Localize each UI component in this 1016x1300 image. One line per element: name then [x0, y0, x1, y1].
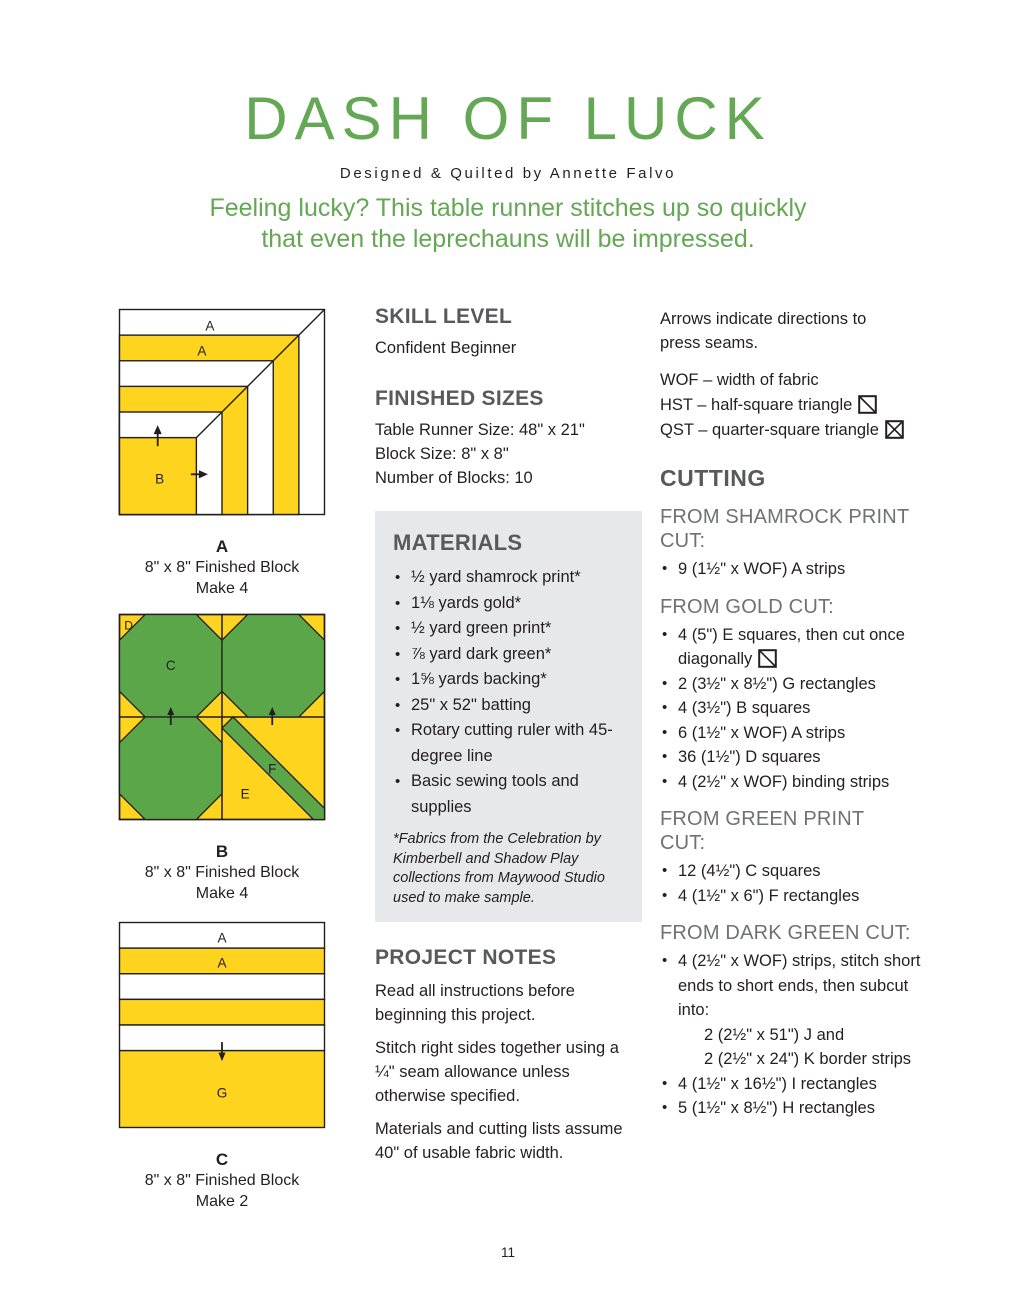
block-c-caption [118, 1149, 326, 1212]
materials-item: • Rotary cutting ruler with 45-degree line [393, 718, 626, 769]
tagline-line2: that even the leprechauns will be impressed. [261, 225, 755, 253]
arrows-note: Arrows indicate directions to press seams. [660, 310, 867, 352]
page-number: 11 [500, 1245, 515, 1260]
cutting-item: • 9 (1½" x WOF) A strips [660, 557, 928, 582]
cutting-item: • 6 (1½" x WOF) A strips [660, 721, 928, 746]
materials-box [375, 511, 642, 922]
block-c-label-strip1: A [217, 930, 227, 946]
page-title: DASH OF LUCK [244, 85, 772, 152]
materials-item: • ½ yard green print* [393, 616, 626, 642]
block-a-strips [120, 310, 325, 515]
project-note: Stitch right sides together using a ¼" seam allowance unless otherwise specified. [375, 1039, 619, 1105]
block-c-caption-make: Make 2 [195, 1193, 249, 1210]
materials-footnote: *Fabrics from the Celebration by Kimberbell and Shadow Play collections from Maywood Studio used to make sample. [393, 831, 605, 906]
block-c-caption-letter: C [215, 1150, 229, 1169]
cutting-item: • 2 (3½" x 8½") G rectangles [660, 672, 928, 697]
hst-definition: HST – half-square triangle [660, 396, 853, 414]
block-b-diagram [118, 613, 326, 821]
block-a-caption-size: 8" x 8" Finished Block [144, 559, 300, 576]
project-note: Read all instructions before beginning this project. [375, 982, 575, 1024]
finished-size-line: Number of Blocks: 10 [375, 469, 533, 487]
cutting-item: • 36 (1½") D squares [660, 745, 928, 770]
block-a-caption-make: Make 4 [195, 580, 249, 597]
block-b-label-corner: D [124, 618, 133, 633]
block-c-diagram [118, 921, 326, 1129]
cutting-item: • 4 (1½" x 6") F rectangles [660, 884, 928, 909]
block-a-caption [118, 536, 326, 599]
block-c-figure [118, 921, 326, 1212]
materials-item: • ½ yard shamrock print* [393, 565, 626, 591]
cutting-item: • 4 (2½" x WOF) binding strips [660, 770, 928, 795]
block-b-label-background: E [240, 786, 250, 802]
materials-heading: MATERIALS [393, 530, 523, 555]
cutting-item: • 4 (2½" x WOF) strips, stitch short ends to short ends, then subcut into: [660, 949, 928, 1023]
cutting-section-shamrock [660, 505, 956, 582]
qst-icon [885, 420, 904, 439]
cutting-subitem: 2 (2½" x 24") K border strips [704, 1050, 912, 1068]
block-b-figure [118, 613, 326, 904]
block-b-caption-make: Make 4 [195, 885, 249, 902]
cutting-section-dark-green [660, 921, 956, 1121]
block-c-caption-size: 8" x 8" Finished Block [144, 1172, 300, 1189]
cutting-subheading: FROM DARK GREEN CUT: [660, 922, 911, 944]
skill-level-value: Confident Beginner [375, 339, 517, 357]
block-b-label-leaf: C [165, 657, 176, 673]
block-b-label-stem: F [268, 761, 277, 777]
cutting-subheading: FROM GREEN PRINT CUT: [660, 808, 864, 854]
legend-row-hst [660, 393, 956, 418]
abbreviation-legend [660, 368, 956, 443]
cutting-item: • 4 (1½" x 16½") I rectangles [660, 1072, 928, 1097]
block-a-figure [118, 308, 326, 599]
cutting-item-text: 4 (5") E squares, then cut once diagonally [678, 625, 905, 668]
project-note: Materials and cutting lists assume 40" of usable fabric width. [375, 1120, 623, 1162]
materials-item: • 1⅛ yards gold* [393, 591, 626, 617]
cutting-heading: CUTTING [660, 465, 766, 491]
byline: Designed & Quilted by Annette Falvo [339, 165, 677, 182]
cutting-section-green-print [660, 807, 956, 908]
qst-definition: QST – quarter-square triangle [660, 421, 879, 439]
cutting-item: • 4 (3½") B squares [660, 696, 928, 721]
materials-list [393, 565, 626, 820]
block-b-caption-size: 8" x 8" Finished Block [144, 864, 300, 881]
tagline [0, 193, 1016, 255]
project-notes-heading: PROJECT NOTES [375, 946, 557, 969]
block-b-caption-letter: B [215, 842, 229, 861]
block-c-label-bottom: G [216, 1085, 228, 1101]
materials-item: • 1⅝ yards backing* [393, 667, 626, 693]
block-a-label-strip1: A [205, 318, 215, 334]
block-b-caption [118, 841, 326, 904]
materials-item: • ⅞ yard dark green* [393, 642, 626, 668]
materials-item: • Basic sewing tools and supplies [393, 769, 626, 820]
finished-sizes-list [375, 418, 642, 490]
block-a-label-strip2: A [197, 343, 207, 359]
finished-sizes-heading: FINISHED SIZES [375, 387, 544, 410]
block-c-label-strip2: A [217, 955, 227, 971]
right-column [660, 307, 956, 1121]
finished-size-line: Table Runner Size: 48" x 21" [375, 421, 585, 439]
hst-icon [758, 649, 777, 668]
cutting-subheading: FROM GOLD CUT: [660, 595, 834, 618]
skill-level-heading: SKILL LEVEL [375, 305, 513, 328]
cutting-subheading: FROM SHAMROCK PRINT CUT: [660, 506, 909, 552]
block-a-caption-letter: A [215, 537, 229, 556]
tagline-line1: Feeling lucky? This table runner stitches up so quickly [209, 194, 807, 222]
page-header [0, 85, 1016, 255]
project-notes [375, 979, 642, 1165]
finished-size-line: Block Size: 8" x 8" [375, 445, 509, 463]
middle-column [375, 305, 642, 1165]
hst-icon [858, 395, 877, 414]
cutting-section-gold [660, 595, 956, 795]
cutting-subitem: 2 (2½" x 51") J and [704, 1025, 845, 1044]
cutting-item: • 5 (1½" x 8½") H rectangles [660, 1096, 928, 1121]
cutting-item [660, 623, 928, 672]
block-a-label-center: B [155, 471, 165, 487]
block-a-diagram [118, 308, 326, 516]
wof-definition: WOF – width of fabric [660, 371, 819, 389]
legend-row-wof [660, 368, 956, 393]
materials-item: • 25" x 52" batting [393, 693, 626, 719]
cutting-item: • 12 (4½") C squares [660, 859, 928, 884]
legend-row-qst [660, 418, 956, 443]
